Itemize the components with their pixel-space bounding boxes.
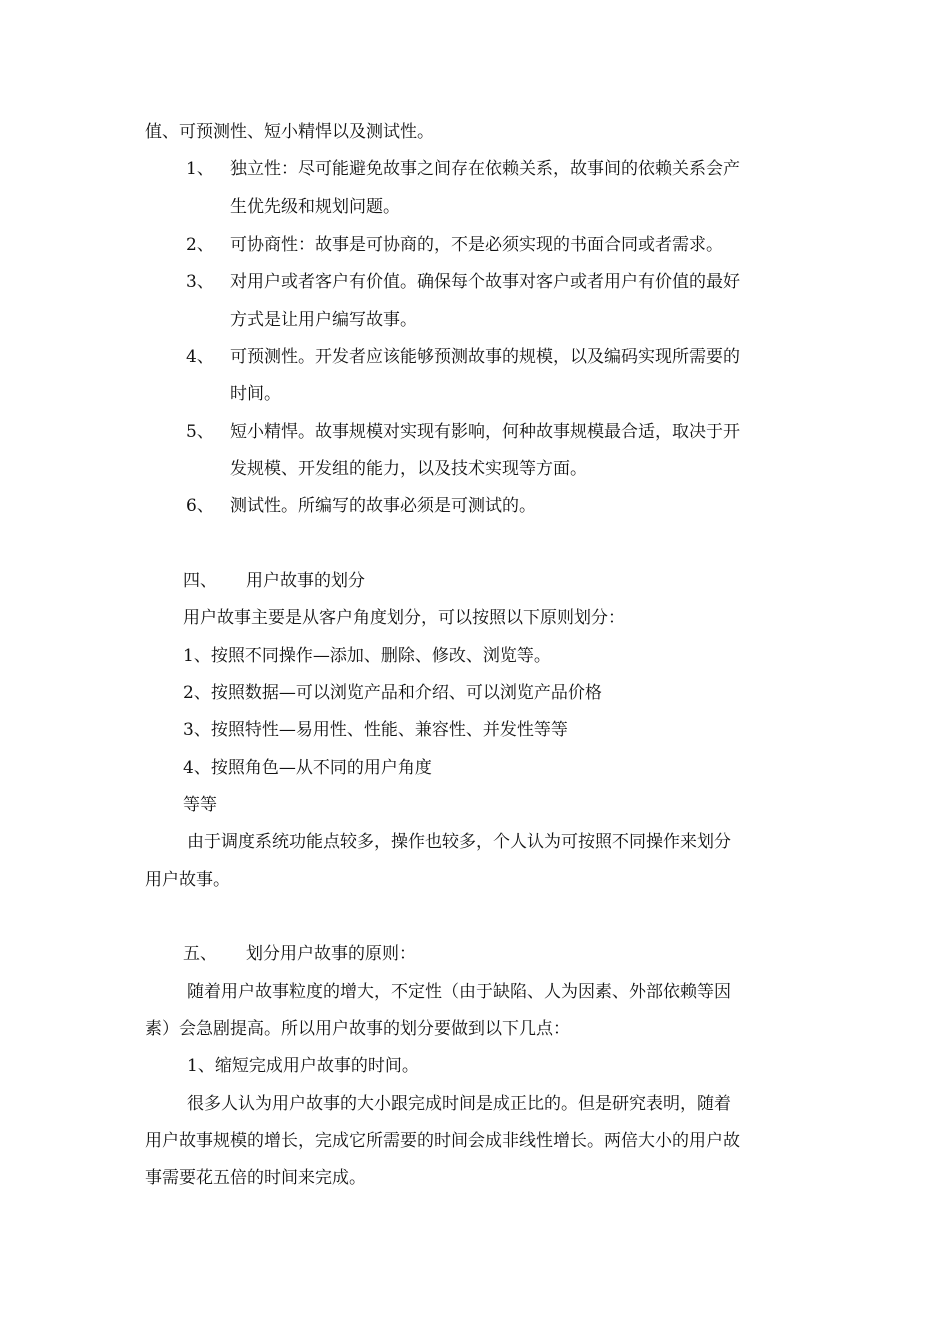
section-number: 四、	[183, 571, 217, 591]
document-page: 值、可预测性、短小精悍以及测试性。 1、 独立性：尽可能避免故事之间存在依赖关系，故事间的依赖关系会产 生优先级和规划问题。 2、 可协商性：故事是可协商的，不是必须实现的书面合同或者需求。 3、 对用户或者客户有价值。确保每个故事对客户或者用户有价值的最好 方式是让用户编写故事。 4、 可预测性。开发者应该能够预测故事的规模，以及编码实现所需要的 时间。 5、 短小精悍。故事规模对实现有影响，何种故事规模最合适，取决于开 发规模、开发组的能力，以及技术实现等方面。 6、 测试性。所编写的故事必须是可测试的。 四、 用户故事的划分 用户故事主要是从客户角度划分，可以按照以下原则划分： 1、按照不同操作—添加、删除、修改、浏览等。 2、按照数据—可以浏览产品和介绍、可以浏览产品价格 3、按照特性—易用性、性能、兼容性、并发性等等 4、按照角色—从不同的用户角度 等等 由于调度系统功能点较多，操作也较多，个人认为可按照不同操作来划分 用户故事。 五、 划分用户故事的原则： 随着用户故事粒度的增大，不定性（由于缺陷、人为因素、外部依赖等因 素）会急剧提高。所以用户故事的划分要做到以下几点： 1、缩短完成用户故事的时间。 很多人认为用户故事的大小跟完成时间是成正比的。但是研究表明，随着 用户故事规模的增长，完成它所需要的时间会成非线性增长。两倍大小的用户故 事需要花五倍的时间来完成。	[145, 122, 740, 1188]
list-number: 5、	[186, 422, 214, 442]
list-number: 1、	[186, 159, 214, 179]
list-number: 6、	[186, 496, 214, 516]
list-number: 3、	[186, 272, 214, 292]
section-number: 五、	[183, 944, 217, 964]
list-number: 2、	[186, 235, 214, 255]
list-number: 4、	[186, 347, 214, 367]
section-title: 划分用户故事的原则：	[246, 944, 416, 964]
section-title: 用户故事的划分	[246, 571, 365, 591]
